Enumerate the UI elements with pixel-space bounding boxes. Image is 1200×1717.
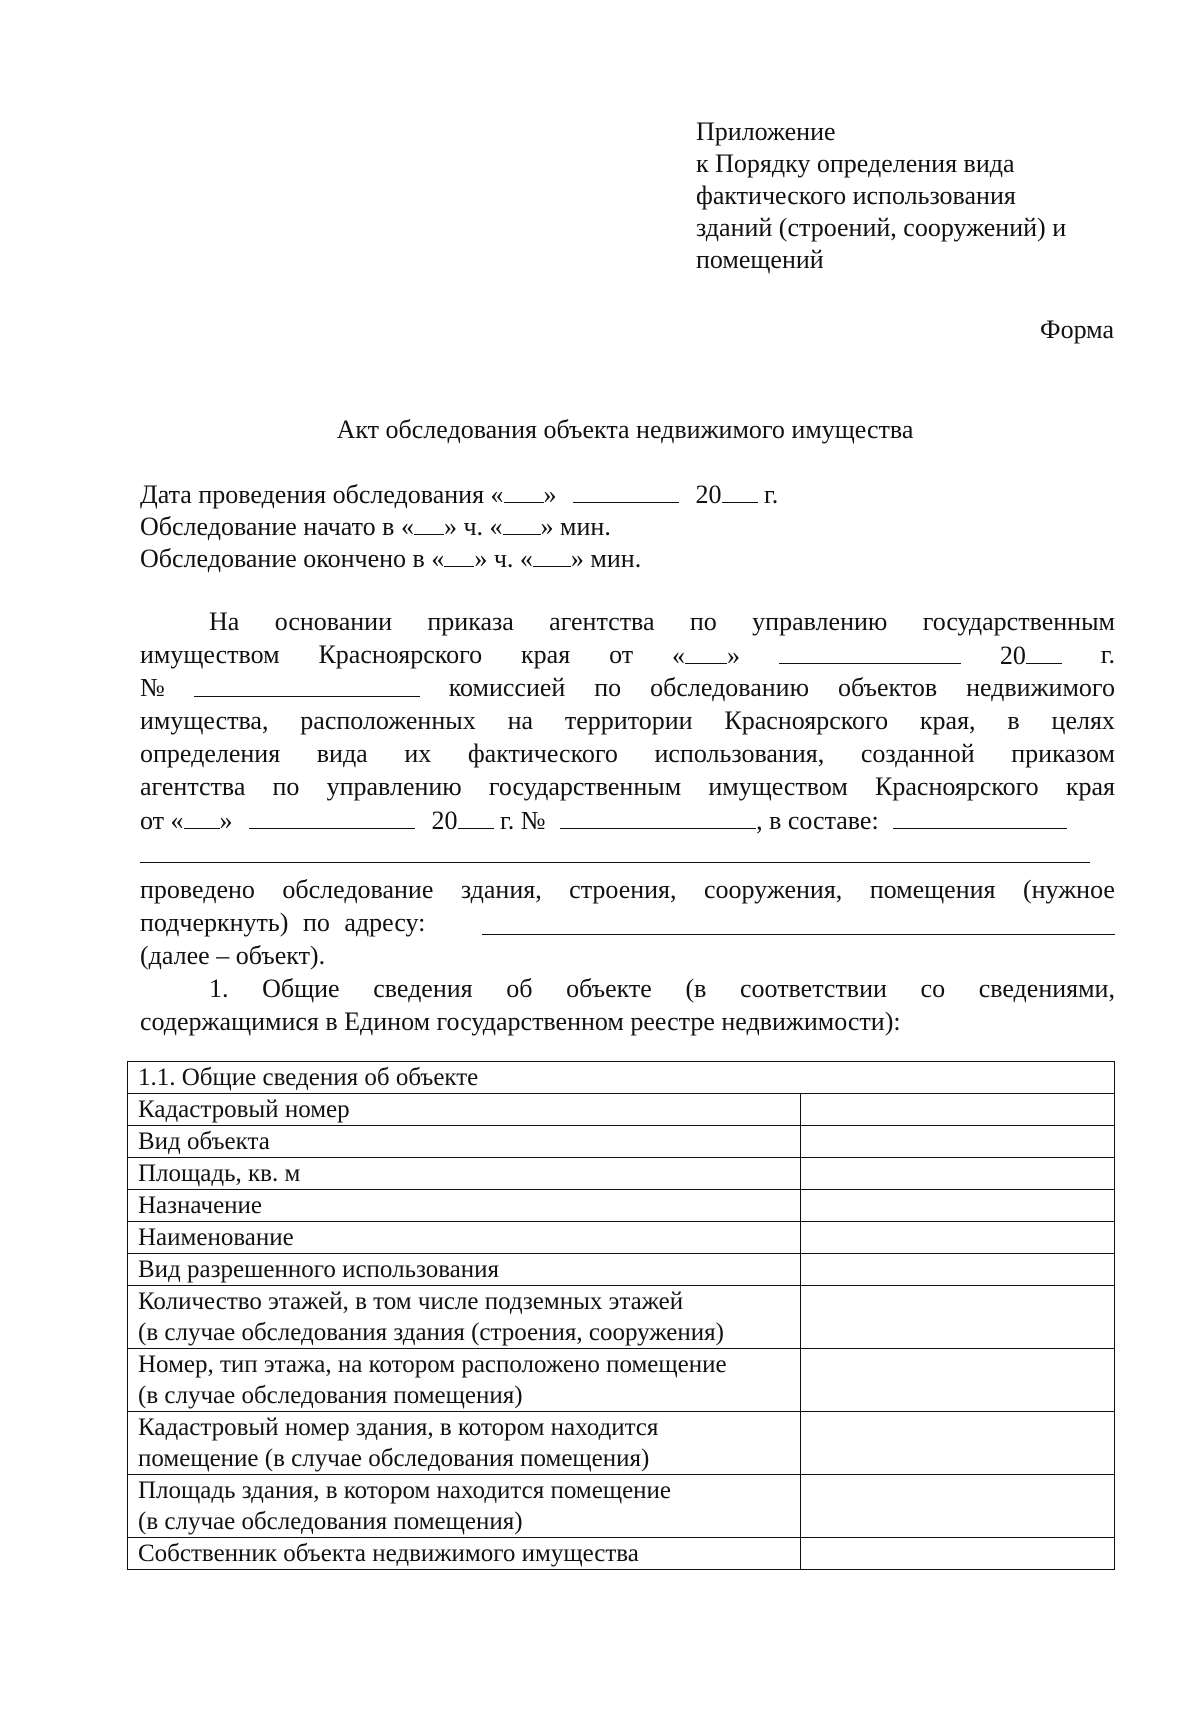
end-minute-blank[interactable] [533,542,571,567]
body-line-11: (далее – объект). [140,941,326,970]
table-row [128,1158,1115,1190]
month-blank[interactable] [573,478,679,503]
year-blank[interactable] [722,478,758,503]
appendix-line: фактического использования [696,181,1016,210]
table-row [128,1475,1115,1538]
appendix-block [696,116,1136,276]
body-line-13: содержащимися в Едином государственном реестре недвижимости): [140,1007,901,1036]
composition-continuation-line[interactable] [140,862,1090,863]
row-label: Наименование [128,1222,801,1254]
commission-order-month-blank[interactable] [249,804,415,829]
body-line-10: подчеркнуть) по адресу: [140,908,426,937]
survey-date-line: Дата проведения обследования « » 20 г. [140,480,779,509]
appendix-line: к Порядку определения вида [696,149,1015,178]
table-header-cell: 1.1. Общие сведения об объекте [128,1062,1115,1094]
row-value-cell[interactable] [801,1254,1115,1286]
table-row [128,1254,1115,1286]
row-label: Назначение [128,1190,801,1222]
survey-start-line: Обследование начато в « » ч. « » мин. [140,512,611,541]
row-value-cell[interactable] [801,1158,1115,1190]
body-line-9: проведено обследование здания, строения, сооружения, помещения (нужное [140,875,1115,904]
order-day-blank[interactable] [685,639,727,664]
order-month-blank[interactable] [779,639,961,664]
document-title: Акт обследования объекта недвижимого имущества [336,415,914,444]
row-label: Собственник объекта недвижимого имущества [128,1538,801,1570]
table-header-row [128,1062,1115,1094]
table-row [128,1222,1115,1254]
row-label: Вид разрешенного использования [128,1254,801,1286]
body-line-4: имущества, расположенных на территории Красноярского края, в целях [140,706,1115,735]
body-line-6: агентства по управлению государственным имуществом Красноярского края [140,772,1115,801]
start-hour-blank[interactable] [414,510,444,535]
row-label: Количество этажей, в том числе подземных этажей (в случае обследования здания (строения, сооружения) [128,1286,801,1349]
table-row [128,1286,1115,1349]
row-value-cell[interactable] [801,1094,1115,1126]
commission-order-day-blank[interactable] [184,804,220,829]
address-blank[interactable] [482,934,1115,935]
row-value-cell[interactable] [801,1349,1115,1412]
body-line-7: от « » 20 г. № , в составе: [140,804,1067,837]
start-minute-blank[interactable] [503,510,541,535]
table-row [128,1126,1115,1158]
table-row [128,1538,1115,1570]
table-row [128,1412,1115,1475]
body-line-3: № комиссией по обследованию объектов недвижимого [140,673,1115,702]
form-label: Форма [1040,315,1114,344]
row-label: Кадастровый номер [128,1094,801,1126]
row-value-cell[interactable] [801,1222,1115,1254]
appendix-line: помещений [696,245,824,274]
survey-end-line: Обследование окончено в « » ч. « » мин. [140,544,642,573]
composition-blank[interactable] [893,804,1067,829]
appendix-line: Приложение [696,117,836,146]
row-label: Площадь, кв. м [128,1158,801,1190]
end-hour-blank[interactable] [444,542,474,567]
table-row [128,1349,1115,1412]
section-1-heading: 1. Общие сведения об объекте (в соответствии со сведениями, [209,974,1115,1003]
order-year-blank[interactable] [1026,639,1062,664]
row-value-cell[interactable] [801,1286,1115,1349]
table-row [128,1094,1115,1126]
row-label: Площадь здания, в котором находится помещение (в случае обследования помещения) [128,1475,801,1538]
body-line-5: определения вида их фактического использования, созданной приказом [140,739,1115,768]
order-number-blank[interactable] [194,672,420,697]
row-value-cell[interactable] [801,1475,1115,1538]
body-line-2: имуществом Красноярского края от « » 20 г. [140,640,1115,670]
commission-order-year-blank[interactable] [458,804,494,829]
object-info-table [127,1061,1115,1570]
row-label: Кадастровый номер здания, в котором находится помещение (в случае обследования помещения) [128,1412,801,1475]
day-blank[interactable] [504,478,544,503]
commission-order-number-blank[interactable] [560,804,756,829]
body-line-1: На основании приказа агентства по управлению государственным [209,607,1115,636]
row-label: Вид объекта [128,1126,801,1158]
appendix-line: зданий (строений, сооружений) и [696,213,1067,242]
row-value-cell[interactable] [801,1126,1115,1158]
table-row [128,1190,1115,1222]
row-label: Номер, тип этажа, на котором расположено помещение (в случае обследования помещения) [128,1349,801,1412]
row-value-cell[interactable] [801,1190,1115,1222]
row-value-cell[interactable] [801,1538,1115,1570]
row-value-cell[interactable] [801,1412,1115,1475]
